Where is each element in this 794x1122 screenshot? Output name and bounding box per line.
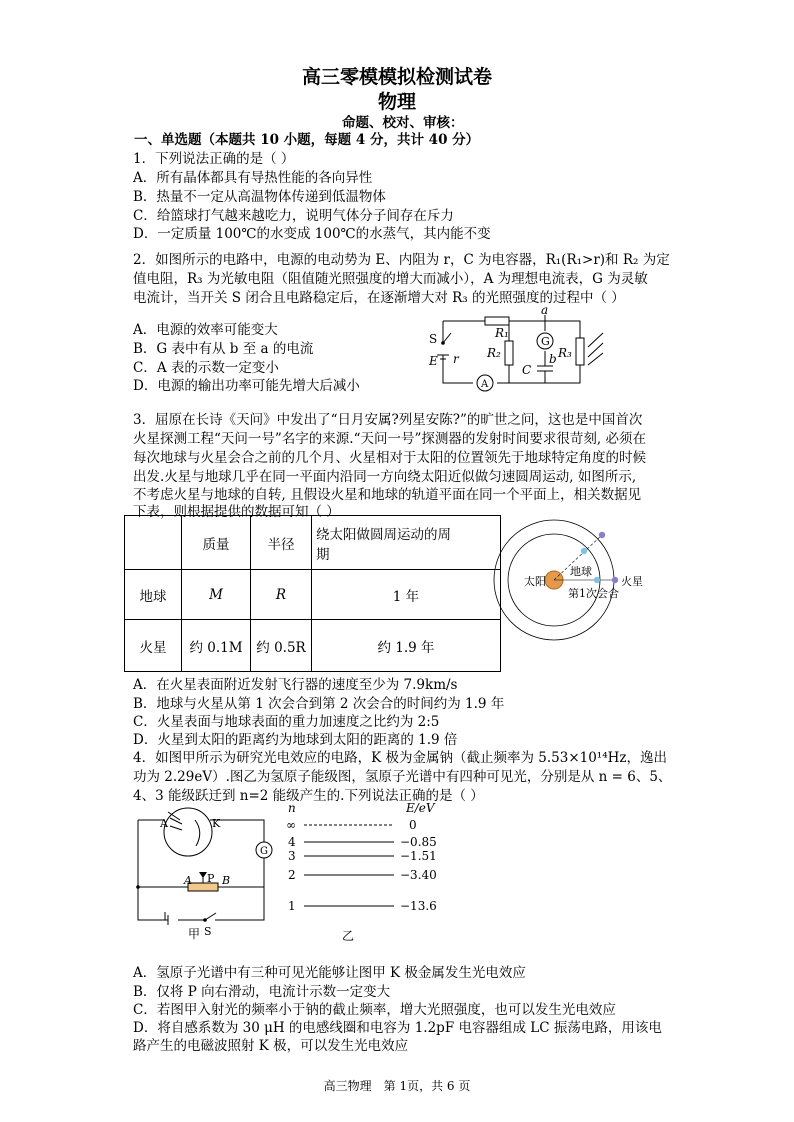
earth-marker (581, 548, 587, 554)
level-energy: −0.85 (400, 835, 437, 849)
q4-option-d: D．将自感系数为 30 μH 的电感线圈和电容为 1.2pF 电容器组成 LC 振荡电路，用该电 (133, 1020, 662, 1036)
q4-stem-line: 功为 2.29eV）.图乙为氢原子能级图，氢原子光谱中有四种可见光，分别是从 n = 6、5、 (133, 769, 672, 785)
label-c: C (522, 363, 532, 377)
q4-option-c: C．若图甲入射光的频率小于钠的截止频率，增大光照强度，也可以发生光电效应 (133, 1002, 616, 1018)
q3-data-table (124, 515, 501, 672)
table-header-cell: 半径 (251, 516, 312, 570)
orbit-diagram (490, 515, 670, 665)
q3-option-b: B．地球与火星从第 1 次会合到第 2 次会合的时间约为 1.9 年 (133, 696, 505, 712)
q3-stem-line: 火星探测工程“天问一号”名字的来源.“天问一号”探测器的发射时间要求很苛刻, 必须在 (133, 431, 646, 447)
table-row (125, 570, 501, 620)
q2-stem-line: 电流计，当开关 S 闭合且电路稳定后，在逐渐增大对 R₃ 的光照强度的过程中（ ） (133, 290, 625, 306)
q3-stem-line: 每次地球与火星会合之前的几个月、火星相对于太阳的位置领先于地球特定角度的时候 (133, 450, 646, 466)
level-n: 4 (288, 835, 296, 849)
fig-jia-caption: 甲 (188, 927, 201, 940)
mars-label: 火星 (621, 575, 643, 588)
section-heading: 一、单选题（本题共 10 小题，每题 4 分，共计 40 分） (134, 132, 480, 148)
q1-option-c: C．给篮球打气越来越吃力，说明气体分子间存在斥力 (133, 208, 454, 224)
level-n: ∞ (286, 818, 296, 832)
label-anode: A (160, 817, 168, 830)
label-s: S (429, 332, 438, 346)
level-energy: −3.40 (400, 868, 437, 882)
label-g: G (541, 335, 550, 348)
q4-option-b: B．仅将 P 向右滑动，电流计示数一定变大 (133, 984, 391, 1000)
fig-yi-caption: 乙 (342, 929, 355, 943)
label-r3: R₃ (558, 346, 572, 360)
q3-stem-line: 出发.火星与地球几乎在同一平面内沿同一方向绕太阳近似做匀速圆周运动, 如图所示, (133, 469, 637, 485)
label-a-end: A (184, 874, 192, 887)
page-footer: 高三物理 第 1页，共 6 页 (323, 1079, 471, 1093)
q3-option-c: C．火星表面与地球表面的重力加速度之比约为 2:5 (133, 714, 440, 730)
table-cell: M (182, 570, 251, 620)
q4-stem-line: 4．如图甲所示为研究光电效应的电路，K 极为金属钠（截止频率为 5.53×10¹⁴Hz，逸出 (133, 750, 668, 766)
photoelectric-circuit-diagram (130, 800, 280, 940)
level-n: 2 (288, 868, 296, 882)
table-cell: 约 0.5R (251, 620, 312, 672)
q3-option-a: A．在火星表面附近发射飞行器的速度至少为 7.9km/s (133, 677, 458, 693)
level-energy: −1.51 (400, 849, 437, 863)
label-r: r (453, 352, 459, 366)
label-ammeter: A (481, 379, 489, 390)
q2-stem-line: 2．如图所示的电路中，电源的电动势为 E、内阻为 r，C 为电容器，R₁(R₁>r)和 R₂ 为定 (133, 252, 670, 268)
table-header-cell (125, 516, 182, 570)
earth-marker (594, 577, 600, 583)
mars-marker (612, 577, 618, 583)
table-cell: 约 1.9 年 (312, 620, 501, 672)
q2-option-d: D．电源的输出功率可能先增大后减小 (133, 378, 360, 394)
q1-option-b: B．热量不一定从高温物体传递到低温物体 (133, 189, 386, 205)
earth-label: 地球 (570, 565, 592, 578)
mars-marker (599, 532, 605, 538)
table-cell: 火星 (125, 620, 182, 672)
q1-option-a: A．所有晶体都具有导热性能的各向异性 (133, 170, 373, 186)
label-b-end: B (222, 874, 231, 887)
e-axis-label: E/eV (406, 801, 435, 815)
level-n: 1 (288, 899, 296, 913)
q4-option-a: A．氢原子光谱中有三种可见光能够让图甲 K 极金属发生光电效应 (133, 965, 526, 981)
q2-stem-line: 值电阻，R₃ 为光敏电阻（阻值随光照强度的增大而减小），A 为理想电流表，G 为灵敏 (133, 271, 648, 287)
n-axis-label: n (288, 801, 296, 815)
q1-stem: 1．下列说法正确的是（ ） (133, 151, 295, 167)
table-header-cell: 质量 (182, 516, 251, 570)
q3-stem-line: 下表，则根据提供的数据可知（ ） (133, 504, 340, 520)
table-header-cell: 绕太阳做圆周运动的周 期 (312, 516, 501, 570)
q3-stem-line: 不考虑火星与地球的自转, 且假设火星和地球的轨道平面在同一个平面上，相关数据见 (133, 487, 642, 503)
table-cell: 地球 (125, 570, 182, 620)
label-switch: S (204, 925, 212, 938)
q3-stem-line: 3．屈原在长诗《天问》中发出了“日月安属?列星安陈?”的旷世之问，这也是中国首次 (133, 412, 643, 428)
q4-stem-line: 4、3 能级跃迁到 n=2 能级产生的.下列说法正确的是（ ） (133, 788, 484, 804)
exam-title: 高三零模模拟检测试卷 (301, 66, 492, 88)
label-r2: R₂ (487, 346, 501, 360)
level-energy: −13.6 (400, 899, 437, 913)
label-b: b (549, 352, 557, 366)
q4-option-d-cont: 路产生的电磁波照射 K 极，可以发生光电效应 (133, 1038, 409, 1054)
level-n: 3 (288, 849, 296, 863)
label-r1: R₁ (495, 326, 509, 340)
label-e: E (429, 354, 438, 368)
q3-option-d: D．火星到太阳的距离约为地球到太阳的距离的 1.9 倍 (133, 732, 458, 748)
sun-label: 太阳 (524, 575, 546, 588)
label-p: P (207, 872, 215, 885)
label-a: a (541, 303, 549, 317)
q1-option-d: D．一定质量 100℃的水变成 100℃的水蒸气，其内能不变 (133, 226, 491, 242)
subject-title: 物理 (377, 91, 416, 113)
level-energy: 0 (409, 818, 417, 832)
q2-option-b: B．G 表中有从 b 至 a 的电流 (133, 341, 314, 357)
q2-circuit-diagram (425, 303, 615, 398)
energy-level-diagram (282, 800, 482, 945)
table-cell: R (251, 570, 312, 620)
conjunction-label: 第1次会合 (568, 587, 619, 600)
label-cathode: K (212, 817, 221, 830)
q2-option-c: C．A 表的示数一定变小 (133, 360, 279, 376)
credits-line: 命题、校对、审核： (342, 115, 464, 131)
table-row (125, 620, 501, 672)
table-cell: 1 年 (312, 570, 501, 620)
label-g: G (260, 846, 268, 857)
table-cell: 约 0.1M (182, 620, 251, 672)
q2-option-a: A．电源的效率可能变大 (133, 322, 278, 338)
